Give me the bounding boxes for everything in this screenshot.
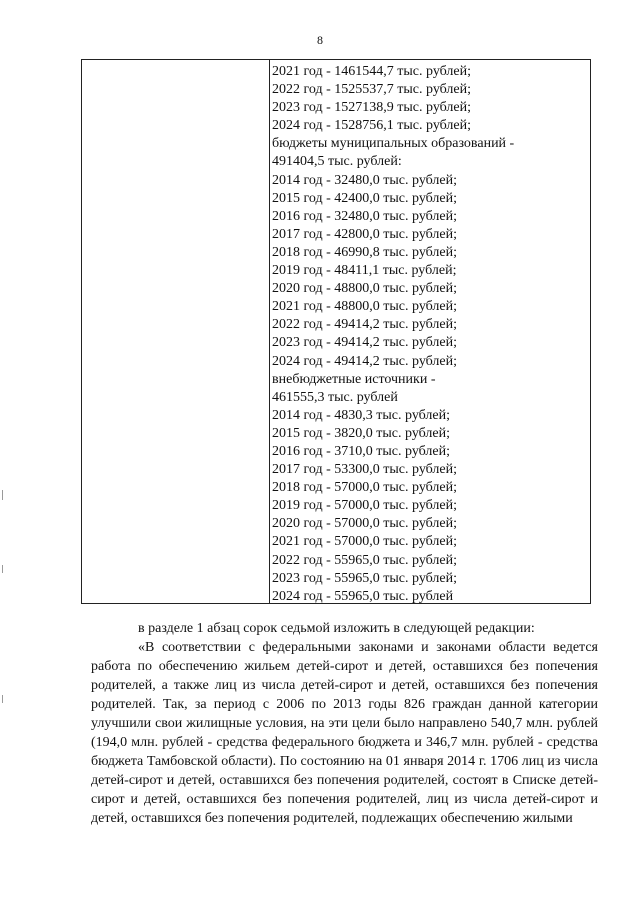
table-line: 2021 год - 48800,0 тыс. рублей; (272, 299, 458, 315)
table-line: 2016 год - 3710,0 тыс. рублей; (272, 443, 451, 459)
table-line: 2018 год - 57000,0 тыс. рублей; (272, 480, 458, 496)
table-right-cell (272, 63, 584, 606)
table-line: внебюджетные источники - (272, 371, 436, 387)
scan-mark (2, 490, 3, 500)
table-line: 2022 год - 1525537,7 тыс. рублей; (272, 82, 472, 98)
table-line: 2015 год - 3820,0 тыс. рублей; (272, 425, 451, 441)
table-line: 2020 год - 57000,0 тыс. рублей; (272, 516, 458, 532)
table-line: 2014 год - 32480,0 тыс. рублей; (272, 172, 458, 188)
table-line: бюджеты муниципальных образований - (272, 136, 515, 152)
table-line: 2023 год - 49414,2 тыс. рублей; (272, 335, 458, 351)
scan-mark (2, 695, 3, 703)
intro-paragraph: в разделе 1 абзац сорок седьмой изложить в следующей редакции: (138, 621, 535, 636)
table-line: 2022 год - 49414,2 тыс. рублей; (272, 317, 458, 333)
table-line: 2021 год - 57000,0 тыс. рублей; (272, 534, 458, 550)
scan-mark (2, 565, 3, 573)
quoted-paragraph: «В соответствии с федеральными законами и законами области ведется работа по обеспечению жильем детей-сирот и детей, оставшихся без попечения родителей, а также лиц из числа детей-сирот и детей, оставшихся без попечения родителей. Так, за период с 2006 по 2013 годы 826 граждан данной категории улучшили свои жилищные условия, на эти цели было направлено 540,7 млн. рублей (194,0 млн. рублей - средства федерального бюджета и 346,7 млн. рублей - средства бюджета Тамбовской области). По состоянию на 01 января 2014 г. 1706 лиц из числа детей-сирот и детей, оставшихся без попечения родителей, состоят в Списке детей-сирот и детей, оставшихся без попечения родителей, лиц из числа детей-сирот и детей, оставшихся без попечения родителей, подлежащих обеспечению жилыми (91, 640, 598, 826)
table-line: 2019 год - 57000,0 тыс. рублей; (272, 498, 458, 514)
table-line: 2022 год - 55965,0 тыс. рублей; (272, 552, 458, 568)
table-line: 2023 год - 1527138,9 тыс. рублей; (272, 100, 472, 116)
budget-table (81, 59, 591, 604)
table-line: 2018 год - 46990,8 тыс. рублей; (272, 244, 458, 260)
table-line: 2024 год - 1528756,1 тыс. рублей; (272, 118, 472, 134)
page-number: 8 (317, 33, 323, 47)
table-line: 2016 год - 32480,0 тыс. рублей; (272, 208, 458, 224)
table-line: 2024 год - 55965,0 тыс. рублей (272, 588, 454, 604)
table-line: 2017 год - 42800,0 тыс. рублей; (272, 226, 458, 242)
table-line: 2019 год - 48411,1 тыс. рублей; (272, 263, 457, 279)
body-text (91, 619, 598, 828)
table-line: 2021 год - 1461544,7 тыс. рублей; (272, 64, 472, 79)
table-line: 2017 год - 53300,0 тыс. рублей; (272, 462, 458, 478)
table-line: 2015 год - 42400,0 тыс. рублей; (272, 190, 458, 206)
table-line: 2014 год - 4830,3 тыс. рублей; (272, 407, 451, 423)
table-line: 491404,5 тыс. рублей: (272, 154, 402, 170)
table-column-divider (269, 60, 270, 603)
table-line: 2020 год - 48800,0 тыс. рублей; (272, 281, 458, 297)
table-line: 2023 год - 55965,0 тыс. рублей; (272, 570, 458, 586)
table-line: 461555,3 тыс. рублей (272, 389, 398, 405)
table-line: 2024 год - 49414,2 тыс. рублей; (272, 353, 458, 369)
